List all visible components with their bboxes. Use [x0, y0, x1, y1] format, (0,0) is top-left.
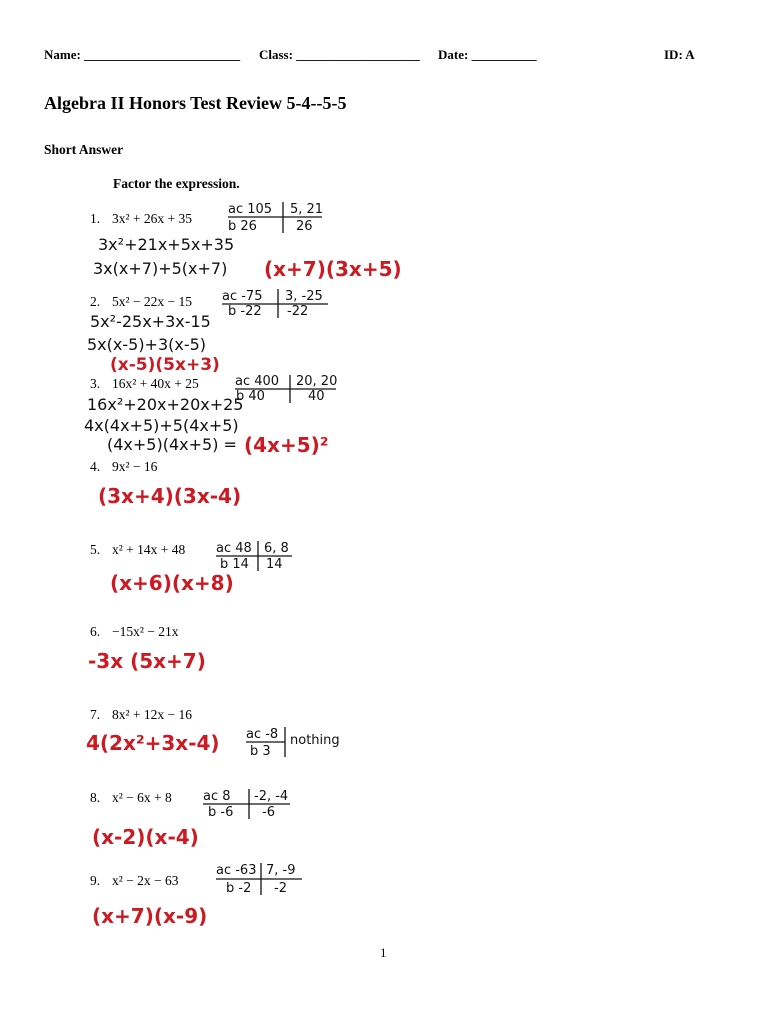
p1-ac: ac 105: [228, 202, 273, 217]
p3-step3: (4x+5)(4x+5) =: [107, 435, 237, 454]
problem-number: 6.: [90, 624, 101, 639]
problem-1: [90, 211, 192, 227]
problem-expression: 9x² − 16: [112, 459, 158, 474]
p1-sum: 26: [296, 219, 313, 234]
page-title: Algebra II Honors Test Review 5-4--5-5: [44, 93, 347, 113]
instruction: Factor the expression.: [113, 176, 240, 191]
problem-6: [90, 624, 179, 640]
p9-answer: (x+7)(x-9): [92, 904, 208, 928]
section-heading: Short Answer: [44, 142, 124, 157]
p5-answer: (x+6)(x+8): [110, 571, 234, 595]
p3-ac: ac 400: [235, 374, 280, 389]
p7-pair: nothing: [290, 733, 340, 748]
p8-sum: -6: [262, 805, 275, 820]
p3-b: b 40: [236, 389, 265, 404]
p7-answer: 4(2x²+3x-4): [86, 731, 220, 755]
p8-ac: ac 8: [203, 789, 231, 804]
name-field: Name: ________________________: [44, 47, 241, 62]
problem-2: [90, 294, 192, 310]
problem-number: 8.: [90, 790, 101, 805]
p8-answer: (x-2)(x-4): [92, 825, 199, 849]
p8-b: b -6: [208, 805, 234, 820]
p9-pair: 7, -9: [266, 863, 296, 878]
problem-number: 3.: [90, 376, 101, 391]
problem-number: 9.: [90, 873, 101, 888]
p1-answer: (x+7)(3x+5): [264, 257, 402, 281]
p2-pair: 3, -25: [285, 289, 323, 304]
p3-pair: 20, 20: [296, 374, 338, 389]
problem-3: [90, 376, 199, 392]
p5-b: b 14: [220, 557, 249, 572]
p5-ac: ac 48: [216, 541, 252, 556]
problem-8: [90, 790, 172, 806]
page-number: 1: [380, 945, 387, 960]
p2-step1: 5x²-25x+3x-15: [90, 312, 211, 331]
problem-number: 2.: [90, 294, 101, 309]
problem-5: [90, 542, 185, 558]
p4-answer: (3x+4)(3x-4): [98, 484, 242, 508]
problem-number: 5.: [90, 542, 101, 557]
p9-ac: ac -63: [216, 863, 257, 878]
p9-b: b -2: [226, 881, 252, 896]
p3-step2: 4x(4x+5)+5(4x+5): [84, 416, 239, 435]
p2-sum: -22: [287, 304, 309, 319]
p2-b: b -22: [228, 304, 262, 319]
p5-pair: 6, 8: [264, 541, 289, 556]
problem-7: [90, 707, 192, 723]
problem-number: 7.: [90, 707, 101, 722]
problem-expression: 8x² + 12x − 16: [112, 707, 193, 722]
p1-b: b 26: [228, 219, 257, 234]
p3-step1: 16x²+20x+20x+25: [87, 395, 244, 414]
problem-expression: 16x² + 40x + 25: [112, 376, 199, 391]
p7-b: b 3: [250, 744, 271, 759]
p1-pair: 5, 21: [290, 202, 324, 217]
p8-pair: -2, -4: [254, 789, 289, 804]
p1-step1: 3x²+21x+5x+35: [98, 235, 235, 254]
problem-4: [90, 459, 157, 475]
p3-answer: (4x+5)²: [244, 433, 329, 457]
problem-expression: 3x² + 26x + 35: [112, 211, 193, 226]
problem-number: 4.: [90, 459, 101, 474]
p7-ac: ac -8: [246, 727, 279, 742]
problem-expression: −15x² − 21x: [112, 624, 179, 639]
problem-expression: 5x² − 22x − 15: [112, 294, 193, 309]
p1-step2: 3x(x+7)+5(x+7): [93, 259, 228, 278]
header: [44, 47, 704, 67]
problem-expression: x² − 2x − 63: [112, 873, 179, 888]
p5-sum: 14: [266, 557, 283, 572]
problem-number: 1.: [90, 211, 101, 226]
p3-sum: 40: [308, 389, 325, 404]
problem-9: [90, 873, 179, 889]
p2-answer: (x-5)(5x+3): [110, 355, 220, 375]
problem-expression: x² − 6x + 8: [112, 790, 172, 805]
p6-answer: -3x (5x+7): [88, 649, 206, 673]
id-label: ID: A: [664, 47, 695, 62]
problem-expression: x² + 14x + 48: [112, 542, 186, 557]
date-field: Date: __________: [438, 47, 537, 62]
p2-ac: ac -75: [222, 289, 263, 304]
p2-step2: 5x(x-5)+3(x-5): [87, 335, 207, 354]
class-field: Class: ___________________: [259, 47, 420, 62]
p9-sum: -2: [274, 881, 287, 896]
